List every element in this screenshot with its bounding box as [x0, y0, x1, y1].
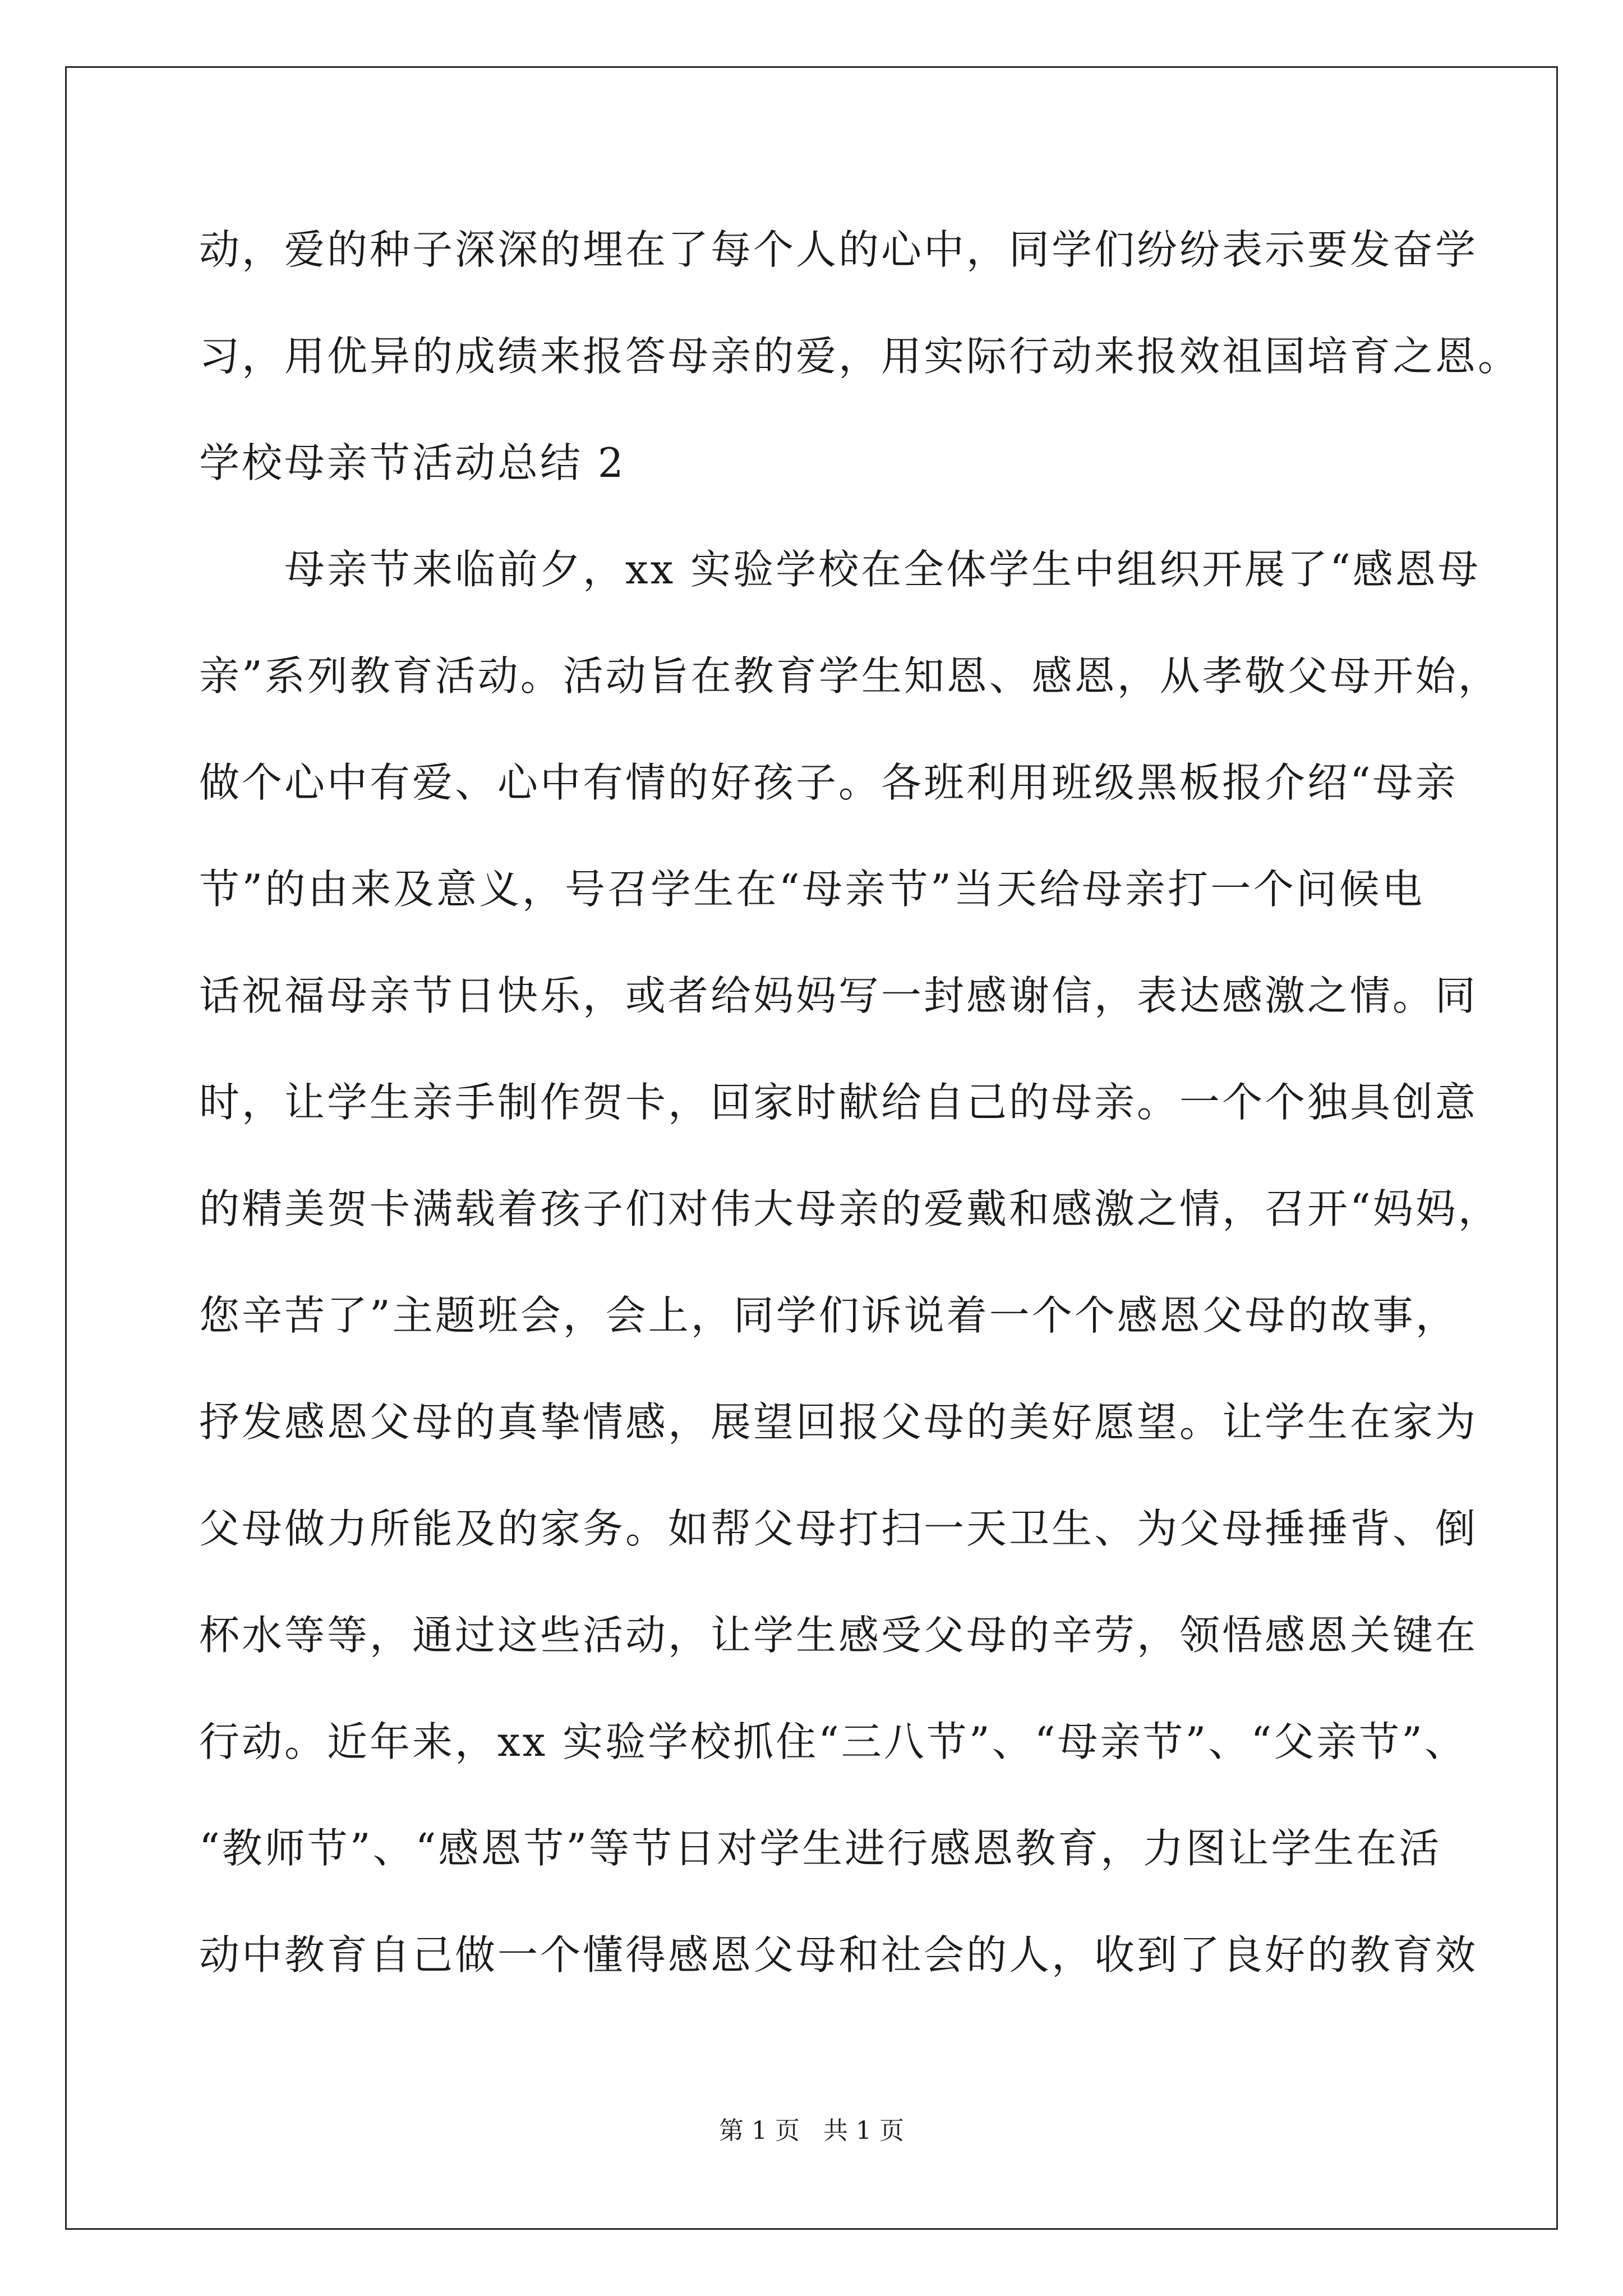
body-line-6: 做个心中有爱、心中有情的好孩子。各班利用班级黑板报介绍“母亲: [199, 759, 1458, 806]
document-body: [199, 219, 1521, 2031]
body-line-8: 话祝福母亲节日快乐，或者给妈妈写一封感谢信，表达感激之情。同: [199, 972, 1478, 1019]
body-line-9: 时，让学生亲手制作贺卡，回家时献给自己的母亲。一个个独具创意: [199, 1079, 1478, 1126]
body-line-5: 亲”系列教育活动。活动旨在教育学生知恩、感恩，从孝敬父母开始，: [199, 652, 1501, 700]
section-heading: 学校母亲节活动总结 2: [199, 439, 626, 486]
body-line-7: 节”的由来及意义，号召学生在“母亲节”当天给母亲打一个问候电: [199, 866, 1424, 913]
body-line-17: 动中教育自己做一个懂得感恩父母和社会的人，收到了良好的教育效: [199, 1931, 1478, 1978]
body-line-1: 动，爱的种子深深的埋在了每个人的心中，同学们纷纷表示要发奋学: [199, 226, 1478, 273]
body-line-16: “教师节”、“感恩节”等节日对学生进行感恩教育，力图让学生在活: [199, 1825, 1442, 1872]
body-line-12: 抒发感恩父母的真挚情感，展望回报父母的美好愿望。让学生在家为: [199, 1398, 1478, 1446]
body-line-15: 行动。近年来，xx 实验学校抓住“三八节”、“母亲节”、“父亲节”、: [199, 1718, 1467, 1765]
body-line-2: 习，用优异的成绩来报答母亲的爱，用实际行动来报效祖国培育之恩。: [199, 333, 1521, 380]
body-line-13: 父母做力所能及的家务。如帮父母打扫一天卫生、为父母捶捶背、倒: [199, 1505, 1478, 1552]
body-line-10: 的精美贺卡满载着孩子们对伟大母亲的爱戴和感激之情，召开“妈妈，: [199, 1185, 1501, 1232]
body-line-14: 杯水等等，通过这些活动，让学生感受父母的辛劳，领悟感恩关键在: [199, 1612, 1478, 1659]
page-number-footer: 第 1 页 共 1 页: [719, 2116, 904, 2145]
body-line-11: 您辛苦了”主题班会，会上，同学们诉说着一个个感恩父母的故事，: [199, 1292, 1458, 1339]
paragraph-first-line: 母亲节来临前夕，xx 实验学校在全体学生中组织开展了“感恩母: [284, 546, 1481, 593]
